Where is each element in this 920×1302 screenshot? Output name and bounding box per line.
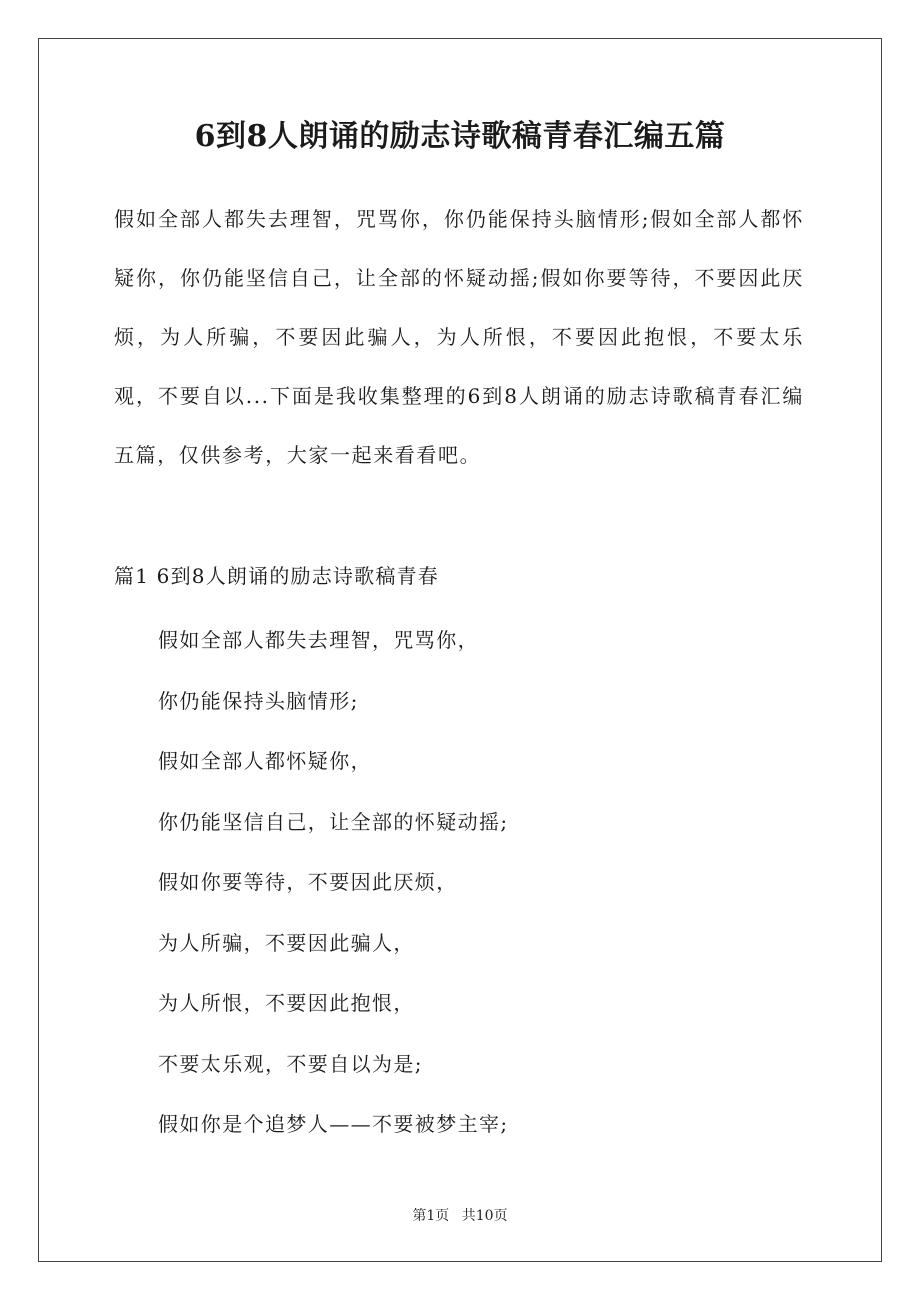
poem-line: 假如全部人都怀疑你，	[158, 749, 372, 773]
poem-line: 不要太乐观，不要自以为是;	[158, 1051, 423, 1076]
poem-line: 为人所骗，不要因此骗人，	[158, 930, 415, 955]
poem-line: 你仍能保持头脑情形;	[158, 688, 359, 713]
poem	[158, 610, 509, 1155]
poem-line: 假如你要等待，不要因此厌烦，	[158, 870, 458, 894]
intro-paragraph: 假如全部人都失去理智，咒骂你，你仍能保持头脑情形;假如全部人都怀疑你，你仍能坚信自己，让全部的怀疑动摇;假如你要等待，不要因此厌烦，为人所骗，不要因此骗人，为人所恨，不要因此抱恨，不要太乐观，不要自以...下面是我收集整理的6到8人朗诵的励志诗歌稿青春汇编五篇，仅供参考，大家一起来看看吧。	[114, 207, 804, 467]
section-heading: 篇1 6到8人朗诵的励志诗歌稿青春	[114, 564, 439, 588]
poem-line: 你仍能坚信自己，让全部的怀疑动摇;	[158, 809, 509, 834]
document-title: 6到8人朗诵的励志诗歌稿青春汇编五篇	[194, 119, 726, 154]
poem-line: 为人所恨，不要因此抱恨，	[158, 991, 415, 1015]
page-footer	[0, 1204, 920, 1228]
poem-line: 假如你是个追梦人——不要被梦主宰;	[158, 1112, 509, 1136]
page-number: 第1页	[412, 1208, 450, 1224]
poem-line: 假如全部人都失去理智，咒骂你，	[158, 628, 479, 652]
page-total: 共10页	[461, 1208, 508, 1224]
